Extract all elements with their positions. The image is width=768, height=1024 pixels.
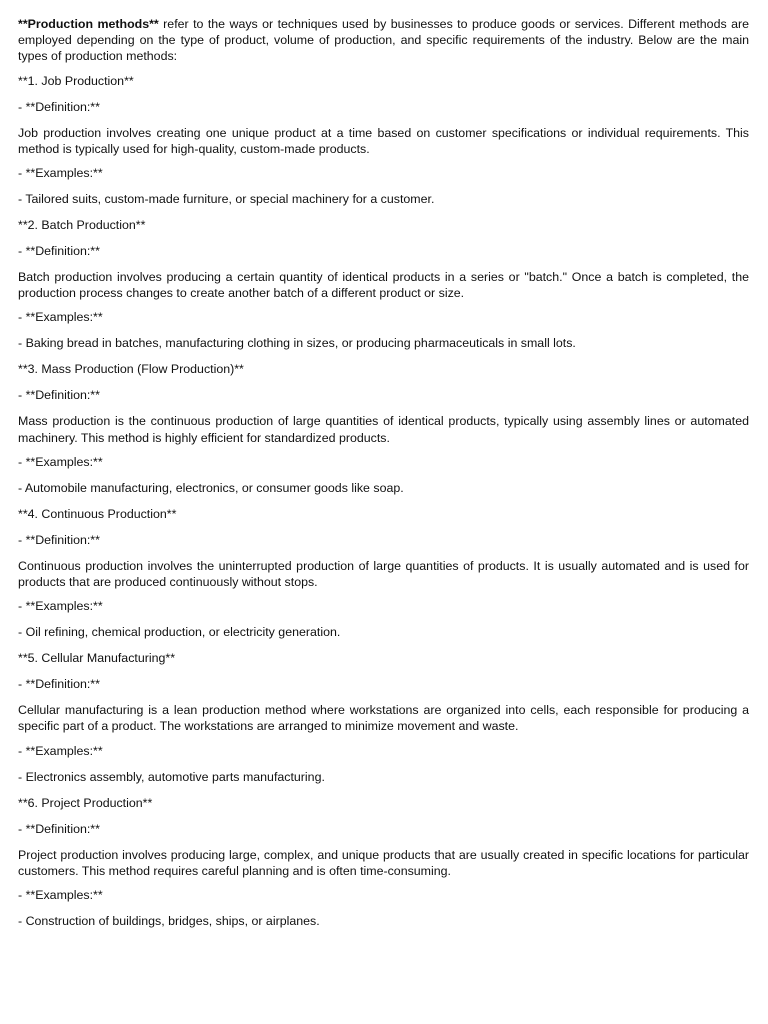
examples-label: - **Examples:** [18,310,103,325]
intro-paragraph [18,16,749,65]
examples-text: - Electronics assembly, automotive parts manufacturing. [18,769,325,784]
document-page [18,16,749,939]
definition-label: - **Definition:** [18,821,100,836]
definition-text: Batch production involves producing a certain quantity of identical products in a series or "batch." Once a batch is completed, the production process changes to create another batch of a different product or size. [18,270,749,301]
examples-text: - Oil refining, chemical production, or electricity generation. [18,625,341,640]
definition-text: Project production involves producing large, complex, and unique products that are usually created in specific locations for particular customers. This method requires careful planning and is often time-consuming. [18,847,749,878]
examples-label: - **Examples:** [18,888,103,903]
section-continuous-production [18,506,749,640]
section-mass-production [18,361,749,495]
examples-label: - **Examples:** [18,166,103,181]
section-batch-production [18,217,749,351]
section-heading: **6. Project Production** [18,795,153,810]
section-job-production [18,73,749,207]
definition-label: - **Definition:** [18,99,100,114]
section-heading: **5. Cellular Manufacturing** [18,651,176,666]
examples-label: - **Examples:** [18,599,103,614]
definition-label: - **Definition:** [18,388,100,403]
definition-label: - **Definition:** [18,532,100,547]
examples-text: - Baking bread in batches, manufacturing clothing in sizes, or producing pharmaceuticals in small lots. [18,336,576,351]
examples-label: - **Examples:** [18,743,103,758]
section-cellular-manufacturing [18,650,749,784]
definition-text: Job production involves creating one unique product at a time based on customer specifications or individual requirements. This method is typically used for high-quality, custom-made products. [18,125,749,156]
examples-label: - **Examples:** [18,454,103,469]
definition-text: Mass production is the continuous production of large quantities of identical products, typically using assembly lines or automated machinery. This method is highly efficient for standardized products. [18,414,749,445]
definition-text: Continuous production involves the uninterrupted production of large quantities of products. It is usually automated and is used for products that are produced continuously without stops. [18,558,749,590]
examples-text: - Automobile manufacturing, electronics, or consumer goods like soap. [18,480,404,495]
definition-label: - **Definition:** [18,244,100,259]
definition-label: - **Definition:** [18,677,100,692]
definition-text: Cellular manufacturing is a lean production method where workstations are organized into cells, each responsible for producing a specific part of a product. The workstations are arranged to minimize movement and waste. [18,703,749,734]
section-heading: **1. Job Production** [18,73,134,88]
section-heading: **4. Continuous Production** [18,506,177,521]
section-project-production [18,795,749,929]
intro-bold-term: **Production methods** [18,17,159,31]
intro-text: refer to the ways or techniques used by businesses to produce goods or services. Different methods are employed depending on the type of product, volume of production, and specific requirements of the industry. Below are the main types of production methods: [18,17,749,64]
examples-text: - Construction of buildings, bridges, ships, or airplanes. [18,914,320,929]
section-heading: **3. Mass Production (Flow Production)** [18,362,244,377]
examples-text: - Tailored suits, custom-made furniture, or special machinery for a customer. [18,192,435,207]
section-heading: **2. Batch Production** [18,218,146,233]
